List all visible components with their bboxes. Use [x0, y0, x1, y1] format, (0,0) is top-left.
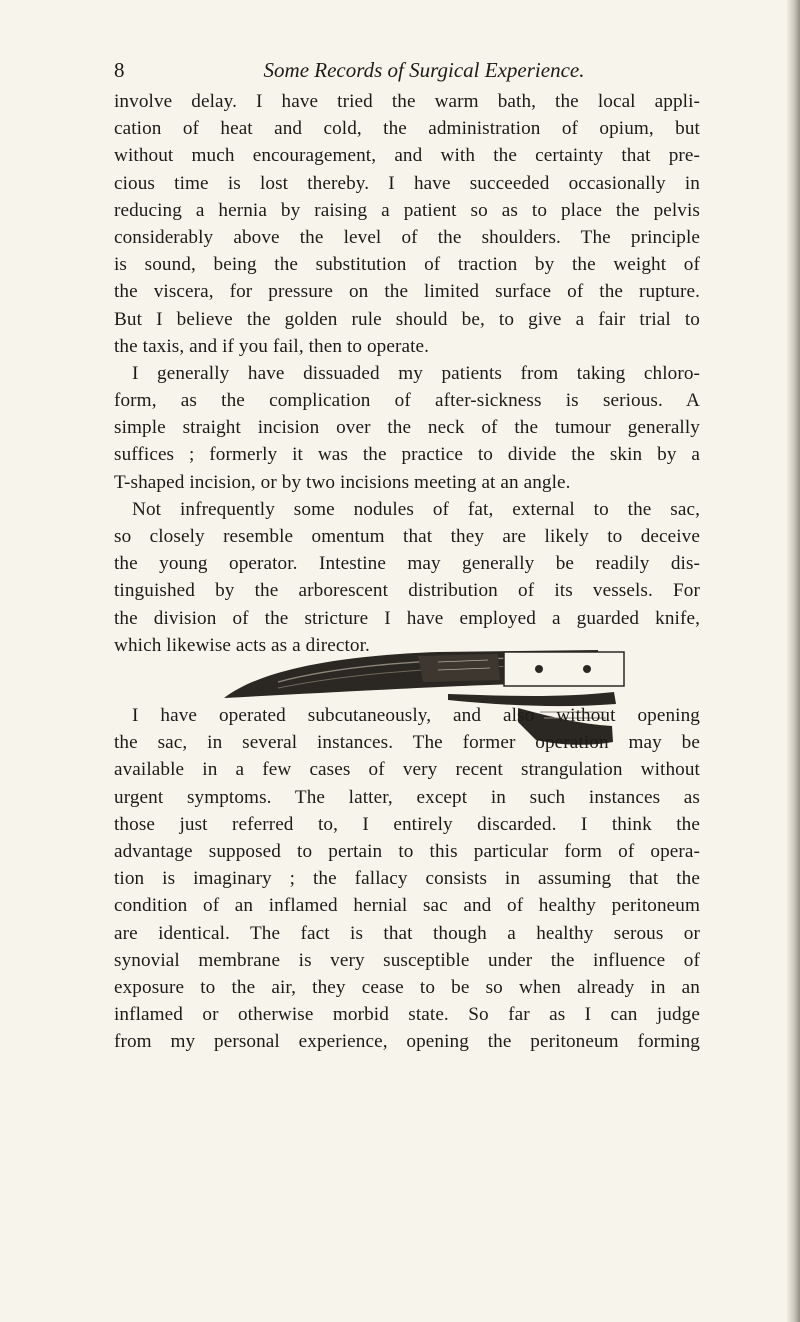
text-line: urgent symptoms. The latter, except in such instances as: [114, 786, 700, 808]
running-title: Some Records of Surgical Experience.: [263, 58, 585, 82]
text-line: without much encouragement, and with the certainty that pre-: [114, 145, 700, 167]
text-line: considerably above the level of the shoulders. The principle: [114, 226, 700, 248]
text-line: are identical. The fact is that though a healthy serous or: [114, 922, 700, 944]
text-line: is sound, being the substitution of traction by the weight of: [114, 254, 700, 276]
text-line: the division of the stricture I have employed a guarded knife,: [114, 607, 700, 629]
body-text-top: [114, 88, 700, 659]
text-line: T-shaped incision, or by two incisions meeting at an angle.: [114, 471, 571, 493]
text-line: tion is imaginary ; the fallacy consists in assuming that the: [114, 868, 700, 890]
text-line: cation of heat and cold, the administration of opium, but: [114, 118, 700, 140]
text-line: the sac, in several instances. The former operation may be: [114, 732, 700, 754]
text-line: I have operated subcutaneously, and also without opening: [132, 705, 700, 726]
text-line: simple straight incision over the neck of the tumour generally: [114, 417, 700, 439]
text-line: condition of an inflamed hernial sac and of healthy peritoneum: [114, 895, 700, 917]
text-line: exposure to the air, they cease to be so when already in an: [114, 976, 700, 998]
text-line: the viscera, for pressure on the limited surface of the rupture.: [114, 281, 700, 303]
page-edge-shadow: [786, 0, 800, 1322]
running-head: [114, 58, 694, 88]
text-line: which likewise acts as a director.: [114, 634, 370, 656]
text-line: available in a few cases of very recent strangulation without: [114, 759, 700, 781]
text-line: so closely resemble omentum that they are likely to deceive: [114, 526, 700, 547]
text-line: reducing a hernia by raising a patient so as to place the pelvis: [114, 199, 700, 221]
text-line: form, as the complication of after-sickness is serious. A: [114, 390, 700, 412]
text-line: Not infrequently some nodules of fat, external to the sac,: [132, 498, 700, 520]
text-line: advantage supposed to pertain to this particular form of opera-: [114, 840, 700, 862]
text-line: synovial membrane is very susceptible under the influence of: [114, 949, 700, 971]
text-line: tinguished by the arborescent distribution of its vessels. For: [114, 580, 700, 602]
text-line: cious time is lost thereby. I have succeeded occasionally in: [114, 172, 700, 194]
text-line: involve delay. I have tried the warm bath, the local appli-: [114, 91, 700, 112]
text-line: those just referred to, I entirely discarded. I think the: [114, 813, 700, 835]
text-line: the taxis, and if you fail, then to operate.: [114, 335, 430, 357]
text-line: from my personal experience, opening the peritoneum forming: [114, 1031, 700, 1053]
text-line: inflamed or otherwise morbid state. So far as I can judge: [114, 1004, 700, 1026]
text-line: suffices ; formerly it was the practice to divide the skin by a: [114, 444, 700, 466]
page-number: 8: [114, 58, 125, 82]
text-line: I generally have dissuaded my patients from taking chloro-: [132, 362, 700, 384]
text-line: But I believe the golden rule should be, to give a fair trial to: [114, 308, 700, 330]
text-line: the young operator. Intestine may generally be readily dis-: [114, 553, 700, 575]
body-text-bottom: [114, 702, 700, 1055]
